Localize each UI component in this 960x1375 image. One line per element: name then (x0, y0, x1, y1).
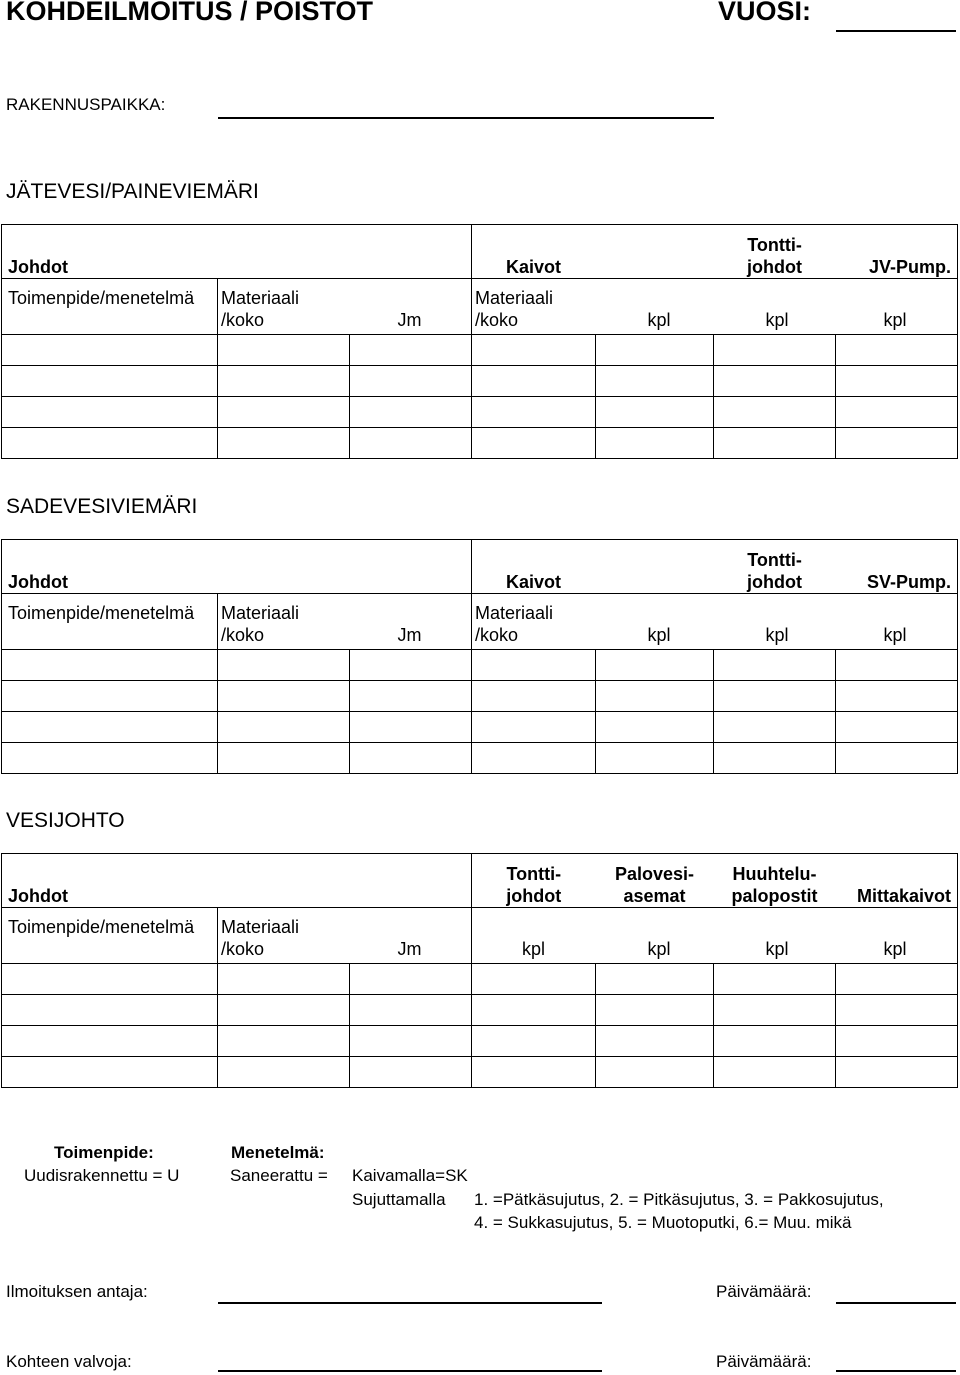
year-label: VUOSI: (718, 0, 812, 26)
header-kaivot: Kaivot (472, 540, 714, 594)
subheader-materiaali: Materiaali /koko (218, 908, 350, 964)
subheader-kpl: kpl (836, 279, 958, 335)
ilmoituksen-antaja-field[interactable] (218, 1302, 602, 1304)
subheader-materiaali: Materiaali /koko (218, 279, 350, 335)
table-row[interactable] (2, 366, 958, 397)
paivamaara-field[interactable] (836, 1370, 956, 1372)
subheader-kpl: kpl (714, 279, 836, 335)
section-title-jatevesi: JÄTEVESI/PAINEVIEMÄRI (6, 180, 259, 203)
subheader-kpl: kpl (596, 594, 714, 650)
site-field[interactable] (218, 117, 714, 119)
subheader-materiaali-kaivot: Materiaali /koko (472, 279, 596, 335)
subheader-materiaali: Materiaali /koko (218, 594, 350, 650)
header-tonttijohdot: Tontti- johdot (714, 540, 836, 594)
header-johdot: Johdot (2, 854, 472, 908)
header-mittakaivot: Mittakaivot (836, 854, 958, 908)
subheader-jm: Jm (350, 908, 472, 964)
table-row[interactable] (2, 995, 958, 1026)
subheader-kpl: kpl (836, 908, 958, 964)
section-title-vesijohto: VESIJOHTO (6, 809, 125, 832)
kohteen-valvoja-field[interactable] (218, 1370, 602, 1372)
paivamaara-label: Päivämäärä: (716, 1282, 812, 1301)
legend-methods-line2: 4. = Sukkasujutus, 5. = Muotoputki, 6.= Muu. mikä (474, 1213, 852, 1232)
site-label: RAKENNUSPAIKKA: (6, 95, 166, 114)
form-title: KOHDEILMOITUS / POISTOT (6, 0, 374, 26)
year-field[interactable] (836, 30, 956, 32)
header-tonttijohdot: Tontti- johdot (472, 854, 596, 908)
subheader-kpl: kpl (596, 908, 714, 964)
header-tonttijohdot: Tontti- johdot (714, 225, 836, 279)
subheader-kpl: kpl (714, 908, 836, 964)
header-palovesiasemat: Palovesi- asemat (596, 854, 714, 908)
legend-toimenpide-value: Uudisrakennettu = U (24, 1166, 180, 1185)
header-huuhtelupalopostit: Huuhtelu- palopostit (714, 854, 836, 908)
table-row[interactable] (2, 681, 958, 712)
table-row[interactable] (2, 1026, 958, 1057)
table-row[interactable] (2, 712, 958, 743)
legend-menetelma-heading: Menetelmä: (231, 1143, 325, 1162)
table-row[interactable] (2, 428, 958, 459)
table-vesijohto (1, 853, 958, 1088)
table-row[interactable] (2, 1057, 958, 1088)
ilmoituksen-antaja-label: Ilmoituksen antaja: (6, 1282, 148, 1301)
section-title-sadevesi: SADEVESIVIEMÄRI (6, 495, 198, 518)
subheader-kpl: kpl (714, 594, 836, 650)
kohteen-valvoja-label: Kohteen valvoja: (6, 1352, 132, 1371)
subheader-toimenpide: Toimenpide/menetelmä (2, 279, 218, 335)
table-row[interactable] (2, 650, 958, 681)
subheader-kpl: kpl (472, 908, 596, 964)
header-sv-pump: SV-Pump. (836, 540, 958, 594)
subheader-jm: Jm (350, 279, 472, 335)
subheader-kpl: kpl (836, 594, 958, 650)
paivamaara-label: Päivämäärä: (716, 1352, 812, 1371)
legend-toimenpide-heading: Toimenpide: (54, 1143, 154, 1162)
header-johdot: Johdot (2, 225, 472, 279)
subheader-toimenpide: Toimenpide/menetelmä (2, 908, 218, 964)
subheader-materiaali-kaivot: Materiaali /koko (472, 594, 596, 650)
table-row[interactable] (2, 743, 958, 774)
table-row[interactable] (2, 335, 958, 366)
legend-sujuttamalla: Sujuttamalla (352, 1190, 446, 1209)
legend-methods-line1: 1. =Pätkäsujutus, 2. = Pitkäsujutus, 3. = Pakkosujutus, (474, 1190, 884, 1209)
paivamaara-field[interactable] (836, 1302, 956, 1304)
subheader-toimenpide: Toimenpide/menetelmä (2, 594, 218, 650)
header-kaivot: Kaivot (472, 225, 714, 279)
subheader-kpl: kpl (596, 279, 714, 335)
legend-kaivamalla: Kaivamalla=SK (352, 1166, 468, 1185)
legend-saneerattu: Saneerattu = (230, 1166, 328, 1185)
header-johdot: Johdot (2, 540, 472, 594)
table-sadevesi (1, 539, 958, 774)
subheader-jm: Jm (350, 594, 472, 650)
table-row[interactable] (2, 964, 958, 995)
header-jv-pump: JV-Pump. (836, 225, 958, 279)
table-jatevesi (1, 224, 958, 459)
table-row[interactable] (2, 397, 958, 428)
